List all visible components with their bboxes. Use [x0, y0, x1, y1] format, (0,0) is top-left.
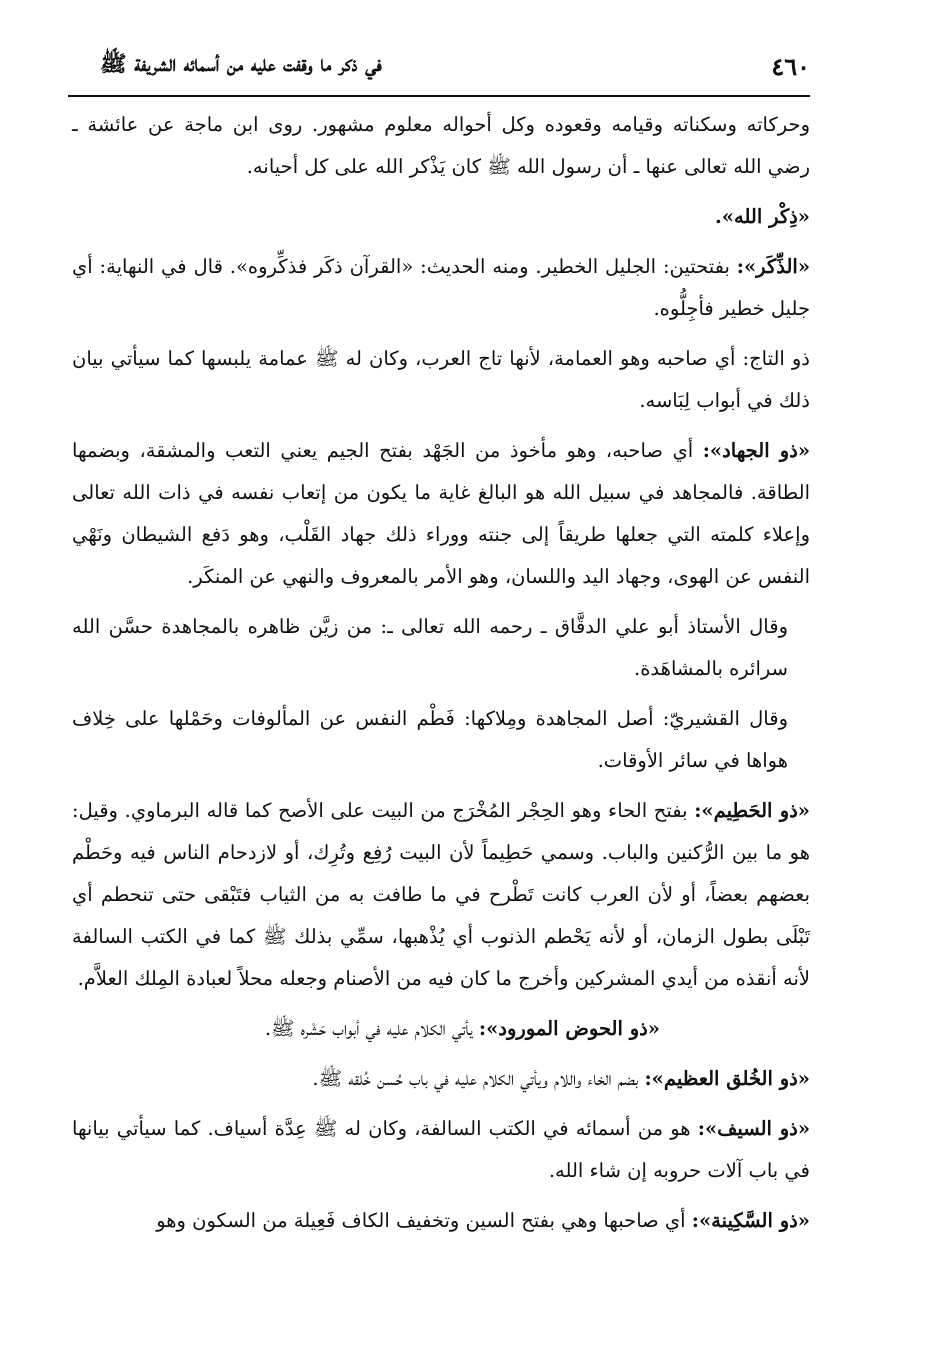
entry-text: أي صاحبها وهي بفتح السين وتخفيف الكاف فَعِيلة من السكون وهو	[156, 1209, 686, 1232]
entry-term: «ذو الحَطِيم»:	[694, 799, 810, 822]
entry-paragraph	[72, 196, 810, 238]
entry-paragraph	[72, 1200, 810, 1242]
paragraph	[72, 338, 810, 422]
entry-text: أي صاحبه، وهو مأخوذ من الجَهْد بفتح الجيم يعني التعب والمشقة، وبضمها الطاقة. فالمجاهد في سبيل الله هو البالغ غاية ما يكون من إتعاب نفسه في ذات الله تعالى وإعلاء كلمته التي جعلها طريقاً إلى جنته ووراء ذلك جهاد القَلْب، وهو دَفع الشيطان ونَهْي النفس عن الهوى، وجهاد اليد واللسان، وهو الأمر بالمعروف والنهي عن المنكَر.	[72, 439, 810, 588]
running-header	[100, 44, 810, 88]
entry-term: «ذو الخُلق العظيم»:	[644, 1067, 810, 1090]
paragraph-text: وقال القشيريّ: أصل المجاهدة ومِلاكها: فَطْم النفس عن المألوفات وحَمْلها على خِلاف هواها في سائر الأوقات.	[72, 707, 788, 772]
entry-paragraph	[72, 1058, 810, 1100]
entry-text: بفتح الحاء وهو الحِجْر المُخْرَج من البيت على الأصح كما قاله البرماوي. وقيل: هو ما بين الرُّكنين والباب. وسمي حَطِيماً لأن البيت رُفِع وتُرِك، أو لازدحام الناس فيه وحَطْم بعضهم بعضاً، أو لأن العرب كانت تَطْرح في ما طافت به من الثياب فتَبْقى حتى تنحطم أي تَبْلَى بطول الزمان، أو لأنه يَحْطم الذنوب أي يُذْهبها، سمِّي بذلك ﷺ كما في الكتب السالفة لأنه أنقذه من أيدي المشركين وأخرج ما كان فيه من الأصنام وجعله محلاً لعبادة المِلك العلاَّم.	[72, 799, 810, 990]
page-number: ٤٦٠	[771, 51, 810, 81]
entry-paragraph	[72, 246, 810, 330]
entry-text: هو من أسمائه في الكتب السالفة، وكان له ﷺ عِدَّة أسياف. كما سيأتي بيانها في باب آلات حروبه إن شاء الله.	[72, 1117, 810, 1182]
entry-paragraph	[72, 1108, 810, 1192]
paragraph	[72, 606, 810, 690]
entry-paragraph	[72, 790, 810, 1000]
entry-paragraph	[72, 430, 810, 598]
entry-text: يأتي الكلام عليه في أبواب حَشْره ﷺ.	[264, 1017, 473, 1040]
entry-term: «الذِّكَر»:	[736, 255, 811, 278]
page-body	[72, 104, 810, 1250]
paragraph	[72, 104, 810, 188]
chapter-title: في ذكر ما وقفت عليه من أسمائه الشريفة ﷺ	[100, 51, 382, 77]
entry-term: «ذو السَّكِينة»:	[691, 1209, 810, 1232]
entry-text: بفتحتين: الجليل الخطير. ومنه الحديث: «القرآن ذكَر فذكِّروه». قال في النهاية: أي جليل خطير فأجِلُّوه.	[72, 255, 810, 320]
paragraph-text: وقال الأستاذ أبو علي الدقَّاق ـ رحمه الله تعالى ـ: من زيَّن ظاهره بالمجاهدة حسَّن الله سرائره بالمشاهَدة.	[72, 615, 788, 680]
paragraph	[72, 698, 810, 782]
entry-text: بضم الخاء واللام ويأتي الكلام عليه في باب حُسن خُلقه ﷺ.	[312, 1067, 639, 1090]
entry-term: «ذو الحوض المورود»:	[478, 1017, 660, 1040]
header-rule	[68, 95, 810, 97]
entry-term: «ذو الجهاد»:	[702, 439, 811, 462]
entry-paragraph	[72, 1008, 810, 1050]
paragraph-text: وحركاته وسكناته وقيامه وقعوده وكل أحواله معلوم مشهور. روى ابن ماجة عن عائشة ـ رضي الله تعالى عنها ـ أن رسول الله ﷺ كان يَذْكر الله على كل أحيانه.	[72, 113, 810, 178]
entry-term: «ذِكْر الله».	[715, 205, 810, 228]
paragraph-text: ذو التاج: أي صاحبه وهو العمامة، لأنها تاج العرب، وكان له ﷺ عمامة يلبسها كما سيأتي بيان ذلك في أبواب لِبَاسه.	[72, 347, 810, 412]
entry-term: «ذو السيف»:	[697, 1117, 811, 1140]
